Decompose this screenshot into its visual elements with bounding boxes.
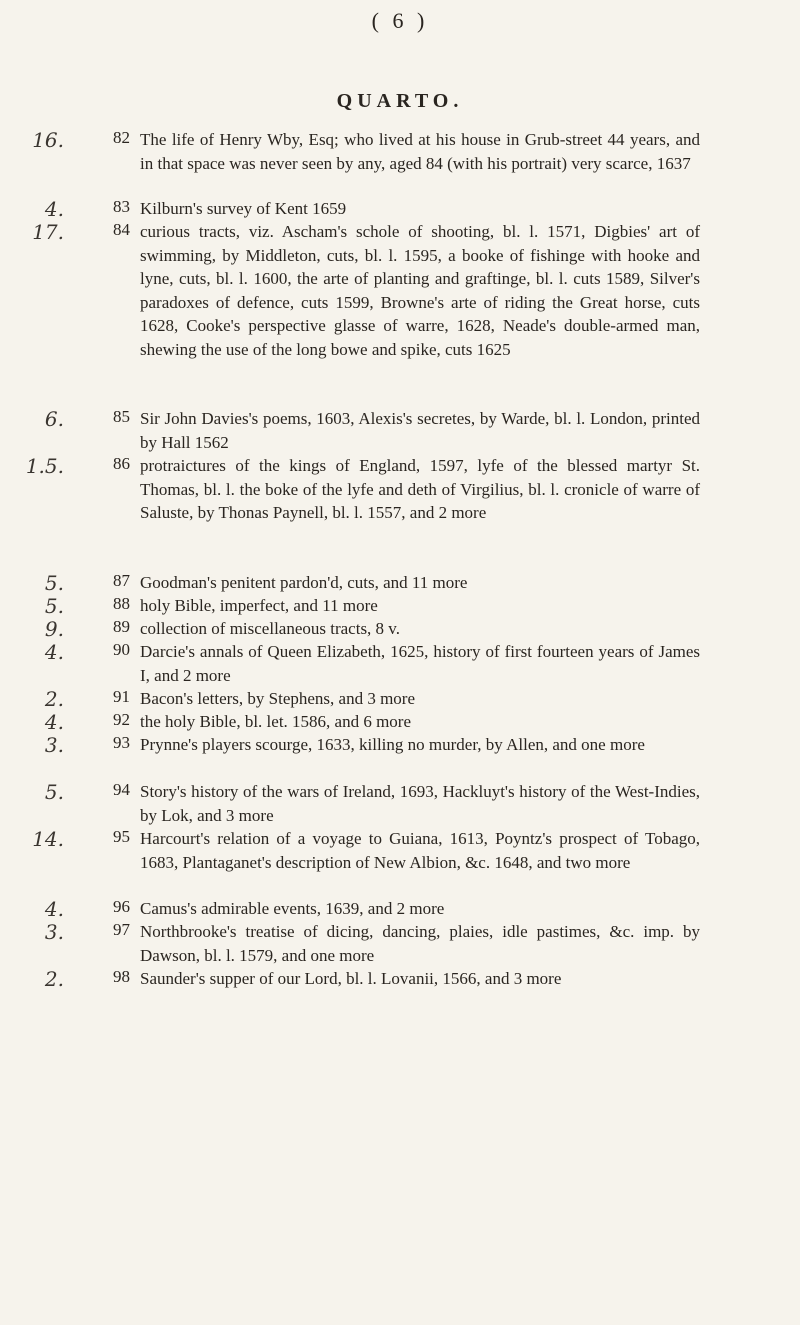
handwritten-price-mark: 5. xyxy=(44,571,64,595)
lot-description: Camus's admirable events, 1639, and 2 more xyxy=(140,899,445,918)
lot-number: 84 xyxy=(113,220,130,239)
lot-description: Harcourt's relation of a voyage to Guiana, 1613, Poyntz's prospect of Tobago, 1683, Plantaganet's description of New Albion, &c. 1648, and two more xyxy=(140,829,700,872)
lot-number: 92 xyxy=(113,710,130,729)
lot-description: collection of miscellaneous tracts, 8 v. xyxy=(140,619,400,638)
handwritten-price-mark: 4. xyxy=(44,897,64,921)
lot-description: protraictures of the kings of England, 1597, lyfe of the blessed martyr St. Thomas, bl. l. the boke of the lyfe and deth of Virgilius, bl. l. cronicle of warre of Saluste, by Thonas Paynell, bl. l. 1557, and 2 more xyxy=(140,456,700,523)
handwritten-price-mark: 2. xyxy=(44,687,64,711)
handwritten-price-mark: 1.5. xyxy=(25,454,64,478)
lot-number: 83 xyxy=(113,197,130,216)
lot-number: 85 xyxy=(113,407,130,426)
handwritten-price-mark: 4. xyxy=(44,710,64,734)
lot-number: 91 xyxy=(113,687,130,706)
lot-number: 86 xyxy=(113,454,130,473)
handwritten-price-mark: 9. xyxy=(44,617,64,641)
lot-description: holy Bible, imperfect, and 11 more xyxy=(140,596,378,615)
handwritten-price-mark: 17. xyxy=(32,220,64,244)
handwritten-price-mark: 5. xyxy=(44,594,64,618)
handwritten-price-mark: 14. xyxy=(32,827,64,851)
handwritten-price-mark: 4. xyxy=(44,197,64,221)
handwritten-price-mark: 16. xyxy=(32,128,64,152)
lot-description: The life of Henry Wby, Esq; who lived at his house in Grub-street 44 years, and in that space was never seen by any, aged 84 (with his portrait) very scarce, 1637 xyxy=(140,130,700,173)
lot-number: 95 xyxy=(113,827,130,846)
lot-description: Sir John Davies's poems, 1603, Alexis's secretes, by Warde, bl. l. London, printed by Hall 1562 xyxy=(140,409,700,452)
lot-description: Northbrooke's treatise of dicing, dancing, plaies, idle pastimes, &c. imp. by Dawson, bl. l. 1579, and one more xyxy=(140,922,700,965)
lot-description: Saunder's supper of our Lord, bl. l. Lovanii, 1566, and 3 more xyxy=(140,969,562,988)
handwritten-price-mark: 6. xyxy=(44,407,64,431)
page-number: ( 6 ) xyxy=(371,8,429,33)
section-title: QUARTO. xyxy=(336,90,464,112)
lot-description: the holy Bible, bl. let. 1586, and 6 more xyxy=(140,712,412,731)
handwritten-price-mark: 3. xyxy=(44,733,64,757)
lot-number: 98 xyxy=(113,967,130,986)
lot-number: 96 xyxy=(113,897,130,916)
lot-number: 88 xyxy=(113,594,130,613)
lot-description: Story's history of the wars of Ireland, 1693, Hackluyt's history of the West-Indies, by Lok, and 3 more xyxy=(140,782,700,825)
lot-description: Darcie's annals of Queen Elizabeth, 1625, history of first fourteen years of James I, and 2 more xyxy=(140,642,700,685)
lot-number: 87 xyxy=(113,571,130,590)
lot-number: 82 xyxy=(113,128,130,147)
lot-number: 90 xyxy=(113,640,130,659)
lot-number: 89 xyxy=(113,617,130,636)
lot-number: 97 xyxy=(113,920,130,939)
handwritten-price-mark: 3. xyxy=(44,920,64,944)
lot-description: Goodman's penitent pardon'd, cuts, and 11 more xyxy=(140,573,468,592)
lot-description: curious tracts, viz. Ascham's schole of shooting, bl. l. 1571, Digbies' art of swimming, by Middleton, cuts, bl. l. 1595, a booke of fishinge with hooke and lyne, cuts, bl. l. 1600, the arte of planting and graftinge, bl. l. cuts 1589, Silver's paradoxes of defence, cuts 1599, Browne's arte of riding the Great horse, cuts 1628, Cooke's perspective glasse of warre, 1628, Neade's double-armed man, shewing the use of the long bowe and spike, cuts 1625 xyxy=(140,222,700,359)
lot-number: 94 xyxy=(113,780,130,799)
handwritten-price-mark: 4. xyxy=(44,640,64,664)
handwritten-price-mark: 2. xyxy=(44,967,64,991)
lot-description: Kilburn's survey of Kent 1659 xyxy=(140,199,347,218)
lot-number: 93 xyxy=(113,733,130,752)
lot-description: Bacon's letters, by Stephens, and 3 more xyxy=(140,689,416,708)
handwritten-price-mark: 5. xyxy=(44,780,64,804)
lot-description: Prynne's players scourge, 1633, killing no murder, by Allen, and one more xyxy=(140,735,645,754)
